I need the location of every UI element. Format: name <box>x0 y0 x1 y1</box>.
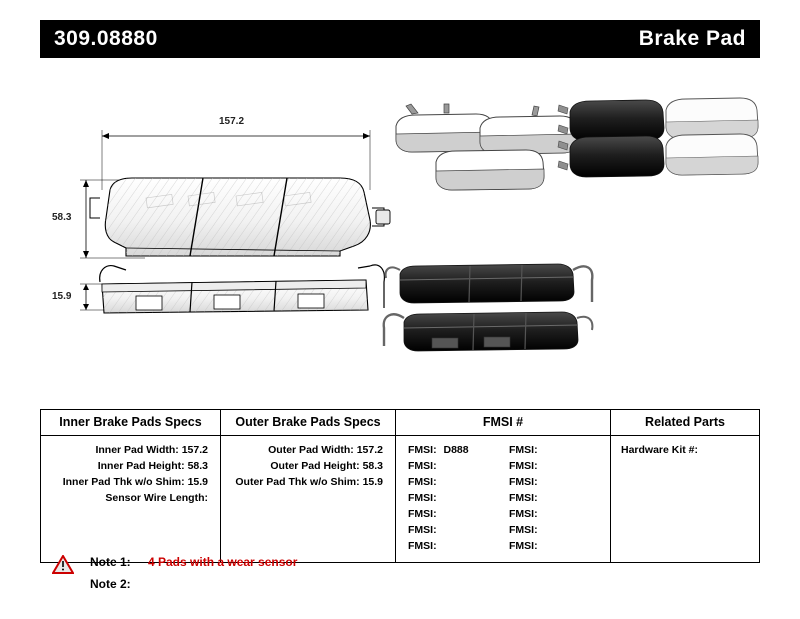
pad-photo-cluster-right <box>558 98 758 177</box>
part-number: 309.08880 <box>54 27 158 50</box>
inner-pad-thickness-value: 15.9 <box>187 476 208 488</box>
sensor-wire-length-label: Sensor Wire Length: <box>105 492 208 504</box>
fmsi-value: D888 <box>443 444 469 456</box>
fmsi-row <box>402 458 503 474</box>
specs-table <box>40 409 760 563</box>
dimension-thickness-label: 15.9 <box>52 291 72 302</box>
drawing-svg <box>40 70 760 390</box>
fmsi-value <box>437 460 441 472</box>
fmsi-label: FMSI: <box>408 540 437 552</box>
fmsi-row <box>503 474 604 490</box>
fmsi-value <box>437 524 441 536</box>
inner-pad-height-value: 58.3 <box>187 460 208 472</box>
fmsi-row <box>503 490 604 506</box>
outer-pad-thickness-value: 15.9 <box>362 476 383 488</box>
inner-pad-thickness-row <box>47 474 214 490</box>
note-2-row <box>52 573 552 595</box>
specs-table-body <box>41 436 759 562</box>
fmsi-value <box>538 492 542 504</box>
outer-pad-width-row <box>227 442 389 458</box>
part-type-label: Brake Pad <box>638 27 746 50</box>
note-1-text: 4 Pads with a wear sensor <box>148 555 298 569</box>
related-parts-cell <box>611 436 759 562</box>
note-1-label: Note 1: <box>90 555 131 569</box>
fmsi-value <box>538 476 542 488</box>
note-1-row <box>52 551 552 573</box>
fmsi-column-right <box>503 442 604 554</box>
outer-pad-width-value: 157.2 <box>356 444 383 456</box>
fmsi-value <box>437 476 441 488</box>
fmsi-label: FMSI: <box>509 508 538 520</box>
fmsi-label: FMSI: <box>509 524 538 536</box>
side-view-drawing <box>80 265 384 313</box>
sensor-wire-length-row <box>47 490 214 506</box>
fmsi-row <box>503 506 604 522</box>
warning-icon <box>52 555 74 574</box>
fmsi-value <box>538 444 542 456</box>
fmsi-label: FMSI: <box>509 444 538 456</box>
column-header-related-parts: Related Parts <box>645 415 725 429</box>
fmsi-value <box>437 492 441 504</box>
outer-pad-thickness-label: Outer Pad Thk w/o Shim: <box>235 476 360 488</box>
fmsi-label: FMSI: <box>408 524 437 536</box>
fmsi-label: FMSI: <box>509 540 538 552</box>
fmsi-row <box>503 522 604 538</box>
column-header-outer-specs: Outer Brake Pads Specs <box>221 410 396 435</box>
column-header-fmsi: FMSI # <box>396 410 611 435</box>
fmsi-label: FMSI: <box>509 476 538 488</box>
fmsi-label: FMSI: <box>408 444 437 456</box>
technical-drawings <box>40 70 760 390</box>
note-2-label: Note 2: <box>90 577 131 591</box>
fmsi-value <box>538 508 542 520</box>
outer-pad-width-label: Outer Pad Width: <box>268 444 354 456</box>
fmsi-value <box>538 460 542 472</box>
fmsi-value <box>437 508 441 520</box>
fmsi-row <box>503 442 604 458</box>
hardware-kit-row <box>617 442 753 458</box>
outer-pad-height-row <box>227 458 389 474</box>
pad-photo-edge-views <box>384 264 593 351</box>
fmsi-label: FMSI: <box>408 460 437 472</box>
fmsi-label: FMSI: <box>509 460 538 472</box>
fmsi-cell <box>396 436 611 562</box>
inner-pad-height-row <box>47 458 214 474</box>
fmsi-row <box>402 442 503 458</box>
inner-pad-width-label: Inner Pad Width: <box>95 444 179 456</box>
dimension-height-label: 58.3 <box>52 212 72 223</box>
dimension-width-label: 157.2 <box>219 116 245 127</box>
outer-pad-height-label: Outer Pad Height: <box>270 460 360 472</box>
fmsi-label: FMSI: <box>509 492 538 504</box>
inner-pad-height-label: Inner Pad Height: <box>97 460 185 472</box>
fmsi-label: FMSI: <box>408 476 437 488</box>
fmsi-row <box>503 458 604 474</box>
header-bar <box>40 20 760 58</box>
inner-pad-width-row <box>47 442 214 458</box>
column-header-inner-specs: Inner Brake Pads Specs <box>41 410 221 435</box>
fmsi-label: FMSI: <box>408 492 437 504</box>
fmsi-column-left <box>402 442 503 554</box>
fmsi-row <box>402 522 503 538</box>
notes-section <box>52 551 552 595</box>
front-view-drawing <box>80 130 390 258</box>
fmsi-label: FMSI: <box>408 508 437 520</box>
outer-pad-height-value: 58.3 <box>362 460 383 472</box>
pad-photo-cluster-left <box>396 104 578 190</box>
inner-pad-width-value: 157.2 <box>181 444 208 456</box>
fmsi-row <box>402 490 503 506</box>
specs-table-header-row <box>41 410 759 436</box>
fmsi-row <box>402 474 503 490</box>
outer-specs-cell <box>221 436 396 562</box>
inner-pad-thickness-label: Inner Pad Thk w/o Shim: <box>62 476 185 488</box>
inner-specs-cell <box>41 436 221 562</box>
fmsi-row <box>402 506 503 522</box>
outer-pad-thickness-row <box>227 474 389 490</box>
fmsi-value <box>538 524 542 536</box>
hardware-kit-label: Hardware Kit #: <box>621 444 699 456</box>
